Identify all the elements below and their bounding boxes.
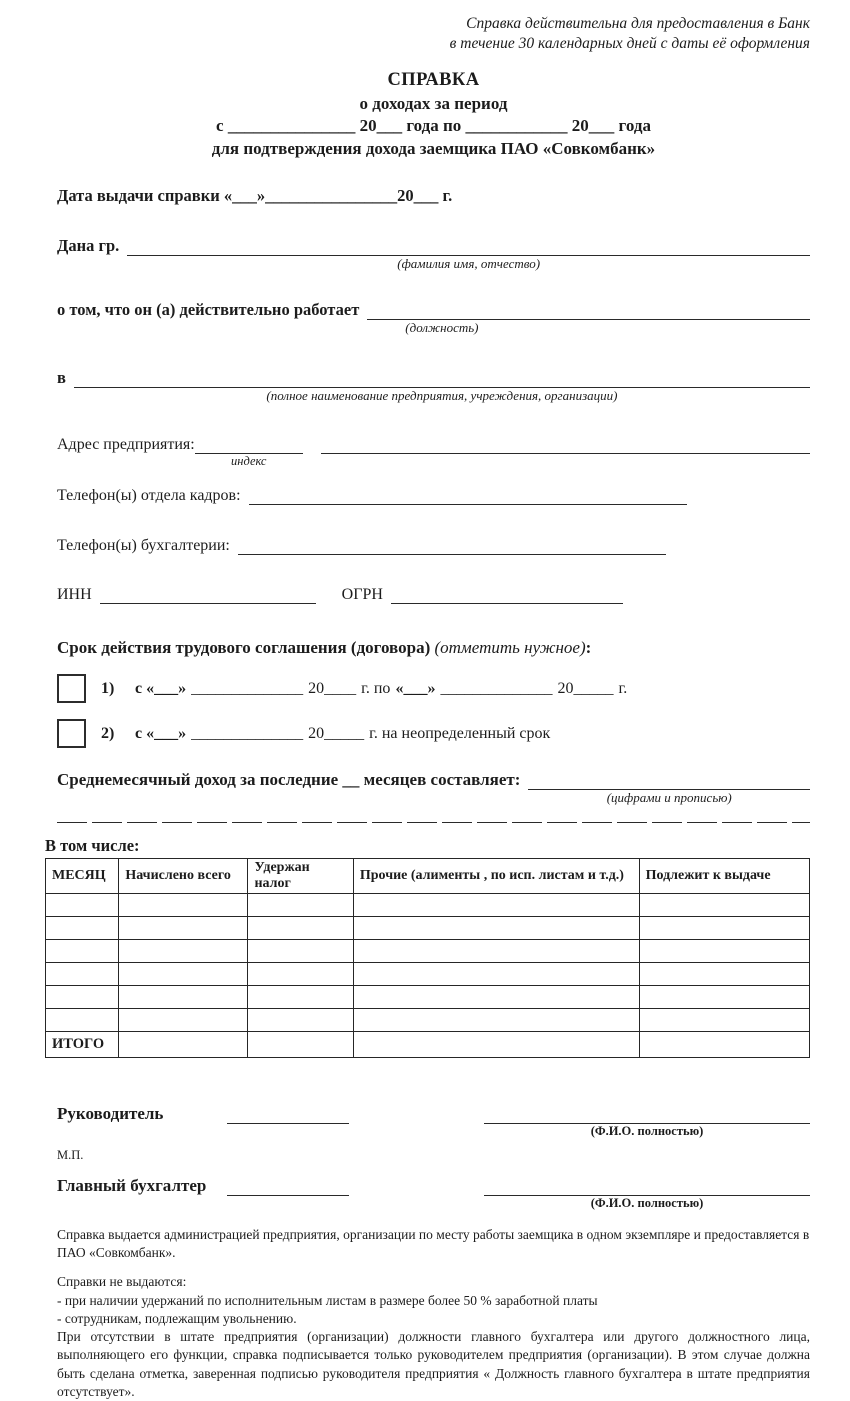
table-cell[interactable] [639,963,809,986]
table-cell[interactable] [353,917,639,940]
income-table [45,858,810,1058]
table-cell[interactable] [119,917,248,940]
table-cell[interactable] [248,1009,353,1032]
accountant-signature-row [57,1176,810,1210]
table-cell[interactable] [119,1009,248,1032]
hr-phone-line [57,485,810,505]
director-name-blank[interactable] [484,1104,810,1138]
option-1-blank-2[interactable]: ______________ [440,679,553,697]
option-1-number: 1) [101,679,115,697]
contract-heading-colon: : [585,638,592,657]
table-header-tax: Удержан налог [248,859,353,894]
table-cell[interactable] [46,917,119,940]
including-label: В том числе: [45,836,140,855]
inn-ogrn-line [57,584,810,604]
income-extra-blank[interactable] [57,820,810,823]
director-signature-blank[interactable] [227,1104,349,1124]
director-label: Руководитель [57,1104,164,1123]
table-cell[interactable] [248,963,353,986]
table-cell[interactable] [119,963,248,986]
table-header-accrued: Начислено всего [119,859,248,894]
income-table-body [46,894,810,1032]
director-signature-row [57,1104,810,1138]
contract-option-1 [57,674,810,703]
accountant-name-caption: (Ф.И.О. полностью) [590,1196,704,1210]
position-blank[interactable] [367,300,810,335]
address-blank[interactable] [321,434,810,454]
option-2-number: 2) [101,724,115,742]
validity-note [57,14,810,54]
table-cell[interactable] [248,1032,353,1058]
option-2-blank-1[interactable]: ______________ [191,724,304,742]
contract-heading [57,638,810,658]
table-cell[interactable] [119,894,248,917]
contract-heading-bold: Срок действия трудового соглашения (договора) [57,638,431,657]
index-caption: индекс [231,454,267,468]
contract-option-2 [57,719,810,748]
ogrn-label: ОГРН [341,586,383,603]
stamp-label: М.П. [57,1148,84,1162]
director-name-caption: (Ф.И.О. полностью) [590,1124,704,1138]
option-1-year-2[interactable]: 20_____ [557,679,614,697]
option-1-to-quote: «___» [395,679,436,697]
table-row [46,894,810,917]
table-header-month: МЕСЯЦ [46,859,119,894]
accounting-phone-blank[interactable] [238,535,666,555]
table-cell[interactable] [46,986,119,1009]
contract-heading-italic: (отметить нужное) [434,638,586,657]
table-cell[interactable] [119,1032,248,1058]
table-cell[interactable] [353,963,639,986]
table-cell[interactable] [639,894,809,917]
table-cell[interactable] [353,894,639,917]
table-cell[interactable] [248,940,353,963]
inn-blank[interactable] [100,584,316,604]
issue-date-text[interactable]: Дата выдачи справки «___»________________20___ г. [57,186,453,205]
table-cell[interactable] [639,940,809,963]
income-line [57,770,810,805]
recipient-line [57,236,810,271]
checkbox-option-2[interactable] [57,719,86,748]
option-2-year-1[interactable]: 20_____ [308,724,365,742]
option-2-end: г. на неопределенный срок [369,724,551,742]
address-label: Адрес предприятия: [57,436,195,453]
footer-note-issuance: Справка выдается администрацией предприятия, организации по месту работы заемщика в одном экземпляре и предоставляется в ПАО «Совкомбанк». [57,1227,810,1261]
table-row [46,986,810,1009]
table-cell[interactable] [46,1009,119,1032]
footer-note-no-accountant: При отсутствии в штате предприятия (организации) должности главного бухгалтера или другого должностного лица, выполняющего его функции, справка подписывается только руководителем предприятия (организации). В этом случае должна быть сделана отметка, заверенная подписью руководителя предприятия « Должность главного бухгалтера в штате предприятия отсутствует». [57,1329,810,1399]
address-line [57,434,810,468]
income-label: Среднемесячный доход за последние __ месяцев составляет: [57,770,521,789]
table-cell[interactable] [639,917,809,940]
issue-date-line [57,186,810,206]
hr-phone-blank[interactable] [249,485,687,505]
table-row [46,940,810,963]
ogrn-blank[interactable] [391,584,623,604]
table-row [46,963,810,986]
organization-blank[interactable] [74,368,810,403]
organization-label: в [57,368,66,387]
income-caption: (цифрами и прописью) [606,790,732,805]
position-label: о том, что он (а) действительно работает [57,300,360,319]
table-cell[interactable] [248,986,353,1009]
validity-note-line2: в течение 30 календарных дней с даты её оформления [449,35,810,53]
checkbox-option-1[interactable] [57,674,86,703]
accountant-label: Главный бухгалтер [57,1176,207,1195]
option-2-from: с «___» [135,724,187,742]
table-cell[interactable] [248,917,353,940]
table-cell[interactable] [353,940,639,963]
form-title-block [57,68,810,160]
table-row [46,917,810,940]
organization-caption: (полное наименование предприятия, учреждения, организации) [266,388,618,403]
accounting-phone-line [57,535,810,555]
table-cell[interactable] [639,986,809,1009]
table-cell[interactable] [46,940,119,963]
option-1-from: с «___» [135,679,187,697]
purpose-line: для подтверждения дохода заемщика ПАО «Совкомбанк» [211,138,656,158]
table-cell[interactable] [248,894,353,917]
footer-note-exclusions-title: Справки не выдаются: [57,1274,187,1290]
table-cell[interactable] [353,986,639,1009]
option-1-mid: г. по [361,679,391,697]
position-caption: (должность) [405,320,479,335]
table-header-other: Прочие (алименты , по исп. листам и т.д.) [353,859,639,894]
form-subtitle: о доходах за период [359,93,508,113]
recipient-caption: (фамилия имя, отчество) [397,256,541,271]
period-line: с _______________ 20___ года по ____________ 20___ года [216,116,651,136]
address-index-blank[interactable] [195,434,303,468]
inn-label: ИНН [57,586,92,603]
table-header-payable: Подлежит к выдаче [639,859,809,894]
organization-line [57,368,810,403]
recipient-name-blank[interactable] [127,236,810,271]
income-blank[interactable] [528,770,810,805]
accounting-phone-label: Телефон(ы) бухгалтерии: [57,537,230,554]
table-cell[interactable] [353,1032,639,1058]
table-cell[interactable] [639,1032,809,1058]
table-header-row [46,859,810,894]
accountant-signature-blank[interactable] [227,1176,349,1196]
table-total-row [46,1032,810,1058]
total-label-cell: ИТОГО [46,1032,119,1058]
table-cell[interactable] [46,894,119,917]
form-title: СПРАВКА [387,70,480,91]
validity-note-line1: Справка действительна для предоставления в Банк [466,15,810,32]
table-cell[interactable] [639,1009,809,1032]
table-cell[interactable] [46,963,119,986]
table-cell[interactable] [119,940,248,963]
table-cell[interactable] [119,986,248,1009]
recipient-label: Дана гр. [57,236,120,255]
table-cell[interactable] [353,1009,639,1032]
option-1-end: г. [618,679,628,697]
table-row [46,1009,810,1032]
option-1-year-1[interactable]: 20____ [308,679,357,697]
hr-phone-label: Телефон(ы) отдела кадров: [57,487,241,504]
footer-notes [57,1226,810,1401]
footer-note-exclusion-1: - при наличии удержаний по исполнительным листам в размере более 50 % заработной платы [57,1292,598,1308]
accountant-name-blank[interactable] [484,1176,810,1210]
footer-note-exclusion-2: - сотрудникам, подлежащим увольнению. [57,1310,297,1326]
position-line [57,300,810,335]
option-1-blank-1[interactable]: ______________ [191,679,304,697]
